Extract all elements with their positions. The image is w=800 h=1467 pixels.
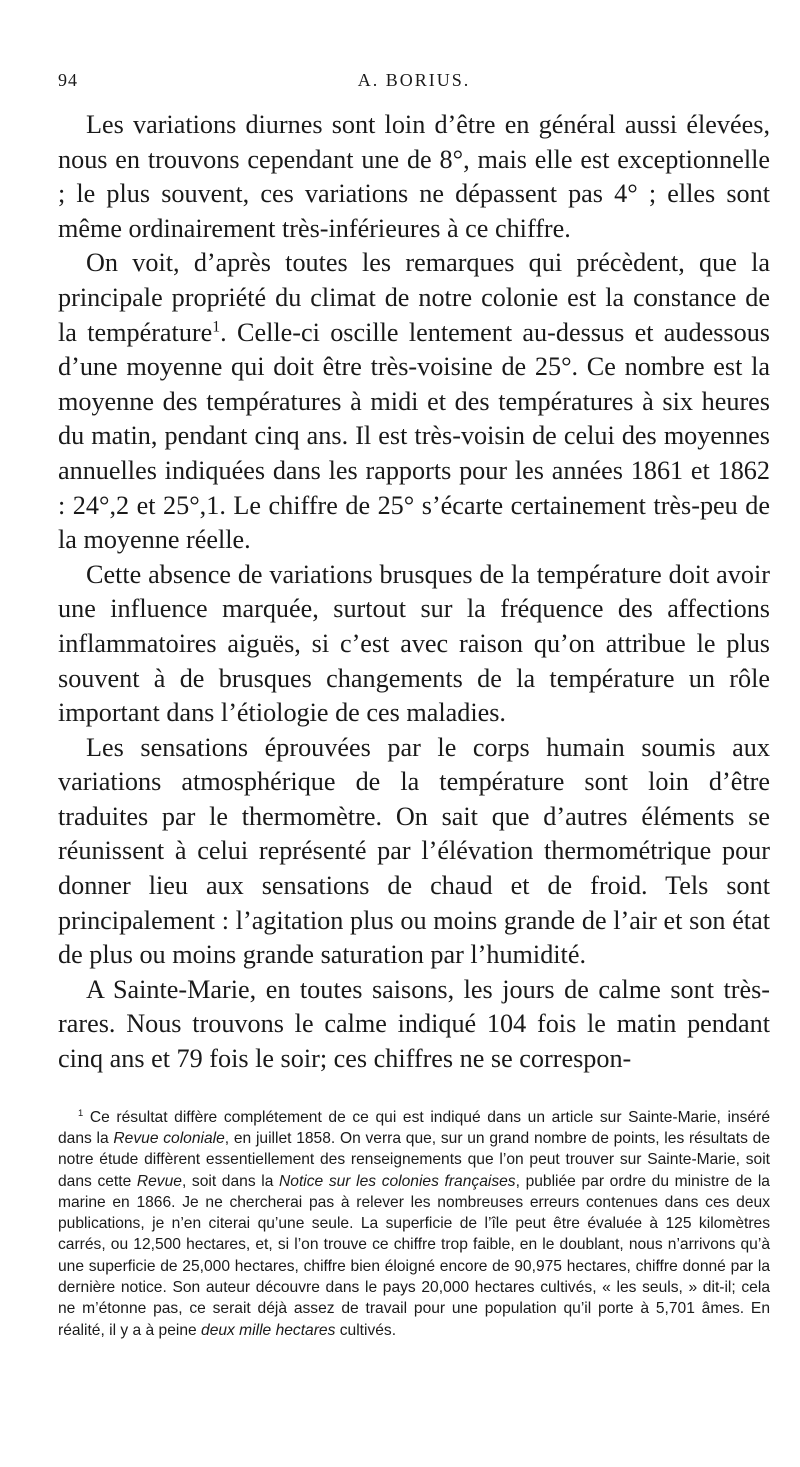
paragraph-text: . Celle-ci oscille lentement au-dessus et audessous d’une moyenne qui doit être très-voisine de 25°. Ce nombre est la moyenne des températures à midi et des températures à six heures du matin, pendant cinq ans. Il est très-voisin de celui des moyennes annuelles indiquées dans les rapports pour les années 1861 et 1862 : 24°,2 et 25°,1. Le chiffre de 25° s’écarte certainement très-peu de la moyenne réelle. — [58, 317, 770, 555]
footnotes — [58, 1107, 770, 1341]
paragraph-diurnal-variations: Les variations diurnes sont loin d’être en général aussi élevées, nous en trouvons cependant une de 8°, mais elle est exceptionnelle ; le plus souvent, ces variations ne dépassent pas 4° ; elles sont même ordinairement très-inférieures à ce chiffre. — [58, 110, 770, 243]
paragraph-abrupt-variations: Cette absence de variations brusques de la température doit avoir une influence marquée, surtout sur la fréquence des affections inflammatoires aiguës, si c’est avec raison qu’on attribue le plus souvent à de brusques changements de la température un rôle important dans l’étiologie de ces maladies. — [58, 559, 770, 728]
footnote-text: , publiée par ordre du ministre de la marine en 1866. Je ne chercherai pas à relever les nombreuses erreurs contenues dans ces deux publications, je n’en citerai qu’une seule. La superficie de l’île peut être évaluée à 125 kilomètres carrés, ou 12,500 hectares, et, si l’on trouve ce chiffre trop faible, en le doublant, nous n’arrivons qu’à une superficie de 25,000 hectares, chiffre bien éloigné encore de 90,975 hectares, chiffre donné par la dernière notice. Son auteur découvre dans le pays 20,000 hectares cultivés, « les seuls, » dit-il; cela ne m’étonne pas, ce serait déjà assez de travail pour une population qu’il porte à 5,701 âmes. En réalité, il y a à peine — [58, 1172, 770, 1339]
footnote-reference: 1 — [212, 317, 221, 335]
footnote-1 — [58, 1107, 770, 1341]
paragraph-calm-days: A Sainte-Marie, en toutes saisons, les jours de calme sont très-rares. Nous trouvons le calme indiqué 104 fois le matin pendant cinq ans et 79 fois le soir; ces chiffres ne se correspon- — [58, 974, 770, 1074]
paragraph-temperature-constancy — [58, 246, 770, 557]
running-header — [58, 70, 770, 100]
footnote-text: , en juillet 1858. On verra que, sur un grand nombre de points, les résultats de notre étude diffèrent essentiellement des renseignements que l’on peut trouver sur Sainte-Marie, soit dans cette — [58, 1129, 770, 1190]
footnote-italic-title: Notice sur les colonies françaises — [279, 1172, 516, 1190]
page-number: 94 — [58, 70, 78, 90]
footnote-text: , soit dans la — [181, 1172, 280, 1190]
main-text — [58, 108, 770, 1077]
paragraph-sensations: Les sensations éprouvées par le corps humain soumis aux variations atmosphérique de la température sont loin d’être traduites par le thermomètre. On sait que d’autres éléments se réunissent à celui représenté par l’élévation thermométrique pour donner lieu aux sensations de chaud et de froid. Tels sont principalement : l’agitation plus ou moins grande de l’air et son état de plus ou moins grande saturation par l’humidité. — [58, 732, 770, 970]
book-page — [58, 70, 770, 1341]
footnote-marker: 1 — [78, 1107, 84, 1118]
footnote-text: Ce résultat diffère complétement de ce qui est indiqué dans un article sur Sainte-Marie, inséré dans la — [58, 1108, 770, 1147]
footnote-text: cultivés. — [335, 1321, 397, 1339]
footnote-italic-title: Revue coloniale — [113, 1129, 225, 1147]
footnote-italic-title: Revue — [136, 1172, 182, 1190]
running-title: A. BORIUS. — [357, 70, 471, 90]
paragraph-text: On voit, d’après toutes les remarques qui précèdent, que la principale propriété du climat de notre colonie est la constance de la température — [58, 248, 770, 347]
footnote-italic-emphasis: deux mille hectares — [201, 1321, 336, 1339]
